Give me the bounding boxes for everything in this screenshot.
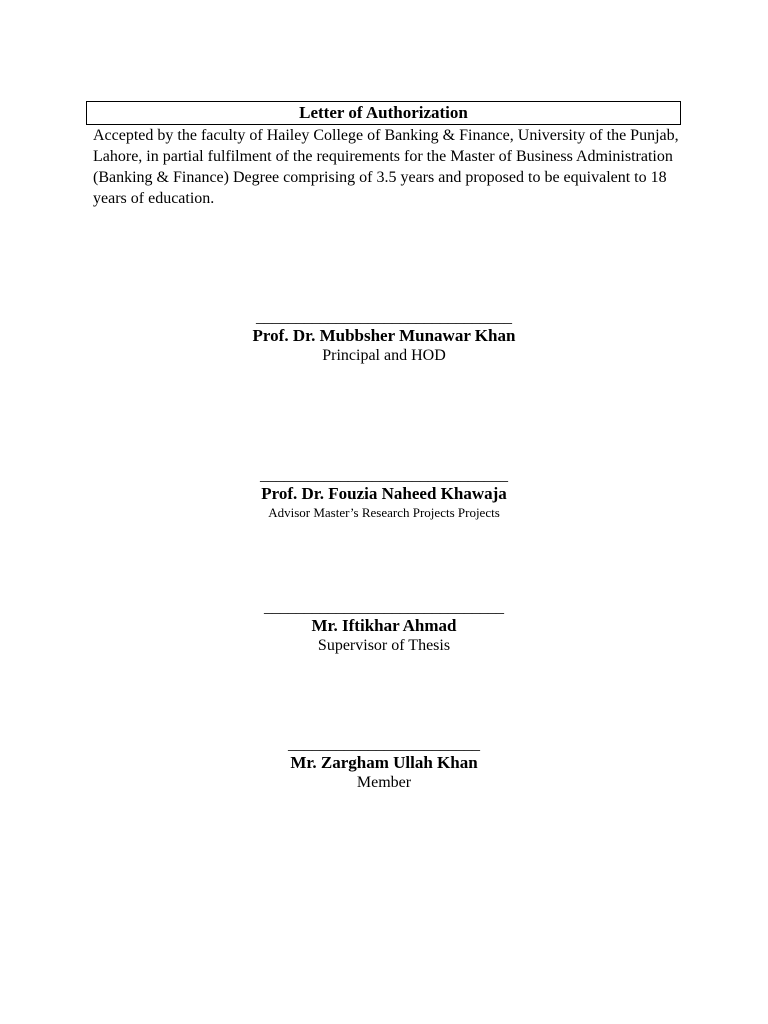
signature-line: _______________________________ [260, 467, 508, 484]
signature-line: ______________________________ [264, 599, 504, 616]
signature-line: ________________________________ [256, 309, 512, 326]
signature-line: ________________________ [288, 736, 480, 753]
document-title [86, 101, 681, 125]
signatory-role: Member [356, 774, 412, 791]
signatory-role: Advisor Master’s Research Projects Projects [268, 505, 500, 520]
signature-block-member [0, 738, 768, 793]
signatory-role: Principal and HOD [322, 347, 446, 364]
signatory-name: Mr. Zargham Ullah Khan [290, 753, 478, 772]
signature-block-principal [0, 311, 768, 366]
signatory-name: Mr. Iftikhar Ahmad [311, 616, 457, 635]
authorization-paragraph: Accepted by the faculty of Hailey College of Banking & Finance, University of the Punjab, Lahore, in partial fulfilment of the requirements for the Master of Business Administration (Banking & Finance) Degree comprising of 3.5 years and proposed to be equivalent to 18 years of education. [93, 127, 679, 207]
signatory-name: Prof. Dr. Mubbsher Munawar Khan [252, 326, 516, 345]
signature-block-advisor [0, 469, 768, 521]
signatory-name: Prof. Dr. Fouzia Naheed Khawaja [261, 484, 507, 503]
document-title-text: Letter of Authorization [299, 103, 468, 122]
signatory-role: Supervisor of Thesis [317, 637, 451, 654]
signature-block-supervisor [0, 601, 768, 656]
